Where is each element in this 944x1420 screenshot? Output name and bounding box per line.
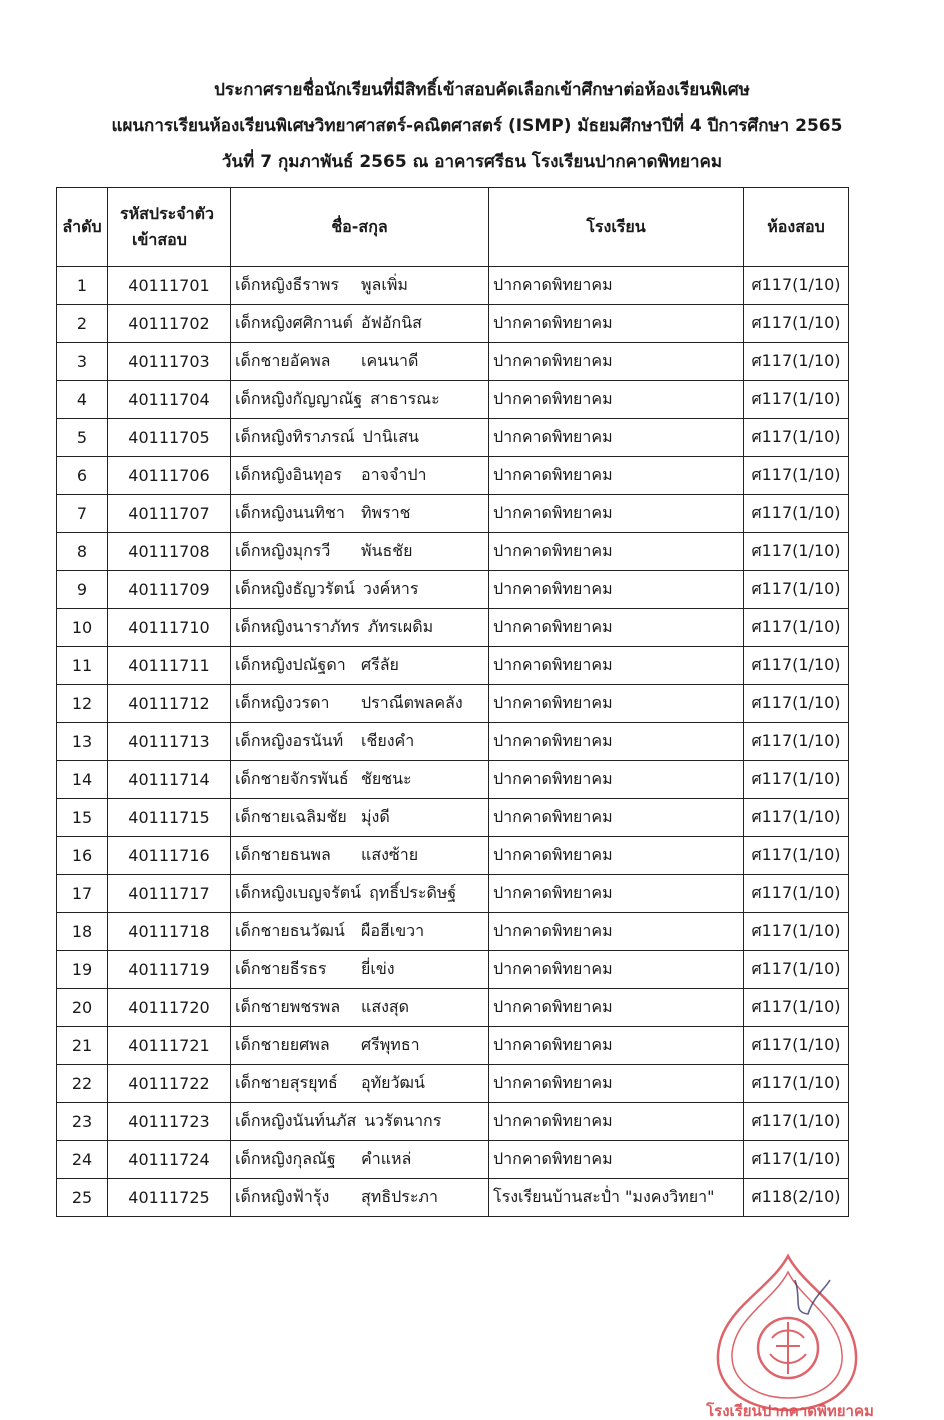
exam-id: 40111709 (108, 571, 231, 609)
exam-room: ศ117(1/10) (744, 723, 849, 761)
exam-id: 40111719 (108, 951, 231, 989)
student-name (231, 647, 489, 685)
student-first-name: เด็กหญิงธีราพร (235, 275, 340, 294)
row-number: 4 (57, 381, 108, 419)
student-first-name: เด็กชายอัคพล (235, 351, 331, 370)
school-name: ปากคาดพิทยาคม (489, 913, 744, 951)
student-last-name: แสงซ้าย (361, 845, 419, 864)
exam-room: ศ117(1/10) (744, 1103, 849, 1141)
exam-id: 40111712 (108, 685, 231, 723)
row-number: 5 (57, 419, 108, 457)
announcement-title: ประกาศรายชื่อนักเรียนที่มีสิทธิ์เข้าสอบคัดเลือกเข้าศึกษาต่อห้องเรียนพิเศษ (214, 80, 750, 100)
column-header-exam-id-line2: เข้าสอบ (132, 230, 187, 249)
student-name (231, 1027, 489, 1065)
school-name: ปากคาดพิทยาคม (489, 381, 744, 419)
school-name: ปากคาดพิทยาคม (489, 457, 744, 495)
exam-id: 40111721 (108, 1027, 231, 1065)
student-name (231, 723, 489, 761)
exam-date-location: วันที่ 7 กุมภาพันธ์ 2565 ณ อาคารศรีธน โรงเรียนปากคาดพิทยาคม (221, 152, 723, 172)
school-name: ปากคาดพิทยาคม (489, 685, 744, 723)
exam-room: ศ117(1/10) (744, 495, 849, 533)
row-number: 1 (57, 267, 108, 305)
exam-room: ศ117(1/10) (744, 799, 849, 837)
table-row (57, 419, 849, 457)
student-name (231, 913, 489, 951)
row-number: 24 (57, 1141, 108, 1179)
table-row (57, 457, 849, 495)
student-first-name: เด็กหญิงธัญวรัตน์ (235, 579, 355, 598)
exam-room: ศ117(1/10) (744, 989, 849, 1027)
student-last-name: ยี่เข่ง (361, 959, 395, 978)
student-first-name: เด็กชายสุรยุทธ์ (235, 1073, 338, 1092)
student-name (231, 267, 489, 305)
student-last-name: สุทธิประภา (361, 1187, 438, 1206)
school-name: ปากคาดพิทยาคม (489, 875, 744, 913)
row-number: 21 (57, 1027, 108, 1065)
table-row (57, 495, 849, 533)
row-number: 23 (57, 1103, 108, 1141)
table-row (57, 1179, 849, 1217)
document-header (0, 72, 944, 180)
student-first-name: เด็กหญิงศศิกานต์ (235, 313, 353, 332)
student-first-name: เด็กชายธนพล (235, 845, 331, 864)
table-row (57, 1141, 849, 1179)
table-row (57, 989, 849, 1027)
table-row (57, 837, 849, 875)
student-name (231, 1103, 489, 1141)
table-row (57, 533, 849, 571)
row-number: 8 (57, 533, 108, 571)
row-number: 12 (57, 685, 108, 723)
row-number: 18 (57, 913, 108, 951)
student-name (231, 875, 489, 913)
student-last-name: ภัทรเผดิม (367, 617, 434, 636)
exam-id: 40111705 (108, 419, 231, 457)
table-row (57, 723, 849, 761)
row-number: 3 (57, 343, 108, 381)
row-number: 16 (57, 837, 108, 875)
student-first-name: เด็กชายเฉลิมชัย (235, 807, 347, 826)
student-name (231, 457, 489, 495)
exam-room: ศ117(1/10) (744, 343, 849, 381)
exam-room: ศ117(1/10) (744, 419, 849, 457)
exam-room: ศ117(1/10) (744, 1027, 849, 1065)
exam-id: 40111715 (108, 799, 231, 837)
school-seal-stamp (700, 1250, 880, 1420)
row-number: 11 (57, 647, 108, 685)
school-name: ปากคาดพิทยาคม (489, 837, 744, 875)
student-first-name: เด็กชายพชรพล (235, 997, 341, 1016)
student-name (231, 1065, 489, 1103)
exam-id: 40111702 (108, 305, 231, 343)
student-name (231, 381, 489, 419)
student-first-name: เด็กหญิงกัญญาณัฐ (235, 389, 363, 408)
table-row (57, 609, 849, 647)
student-name (231, 951, 489, 989)
school-name: ปากคาดพิทยาคม (489, 1027, 744, 1065)
student-last-name: ศรีลัย (361, 655, 399, 674)
student-first-name: เด็กหญิงทิราภรณ์ (235, 427, 355, 446)
table-row (57, 951, 849, 989)
student-last-name: อุทัยวัฒน์ (361, 1073, 425, 1092)
student-first-name: เด็กหญิงนนทิชา (235, 503, 345, 522)
table-row (57, 343, 849, 381)
exam-id: 40111706 (108, 457, 231, 495)
school-name: ปากคาดพิทยาคม (489, 571, 744, 609)
school-name: ปากคาดพิทยาคม (489, 761, 744, 799)
student-first-name: เด็กหญิงฟ้ารุ้ง (235, 1187, 330, 1206)
student-name (231, 837, 489, 875)
student-last-name: ผือฮีเขวา (361, 921, 425, 940)
exam-room: ศ117(1/10) (744, 1141, 849, 1179)
program-subtitle: แผนการเรียนห้องเรียนพิเศษวิทยาศาสตร์-คณิตศาสตร์ (ISMP) มัธยมศึกษาปีที่ 4 ปีการศึกษา 2565 (111, 116, 843, 136)
school-name: ปากคาดพิทยาคม (489, 951, 744, 989)
column-header-school: โรงเรียน (489, 188, 744, 267)
school-name: ปากคาดพิทยาคม (489, 343, 744, 381)
exam-id: 40111710 (108, 609, 231, 647)
exam-id: 40111716 (108, 837, 231, 875)
table-row (57, 381, 849, 419)
exam-id: 40111714 (108, 761, 231, 799)
school-name: ปากคาดพิทยาคม (489, 609, 744, 647)
exam-room: ศ117(1/10) (744, 1065, 849, 1103)
student-name (231, 609, 489, 647)
student-name (231, 495, 489, 533)
student-last-name: อาจจำปา (361, 465, 427, 484)
student-first-name: เด็กหญิงเบญจรัตน์ (235, 883, 362, 902)
school-name: ปากคาดพิทยาคม (489, 723, 744, 761)
student-last-name: เคนนาดี (361, 351, 419, 370)
school-name: ปากคาดพิทยาคม (489, 989, 744, 1027)
row-number: 22 (57, 1065, 108, 1103)
student-first-name: เด็กชายจักรพันธ์ (235, 769, 349, 788)
student-last-name: แสงสุด (361, 997, 410, 1016)
school-name: ปากคาดพิทยาคม (489, 1141, 744, 1179)
table-row (57, 685, 849, 723)
row-number: 2 (57, 305, 108, 343)
student-name (231, 799, 489, 837)
exam-id: 40111723 (108, 1103, 231, 1141)
student-first-name: เด็กหญิงวรดา (235, 693, 330, 712)
student-last-name: ชัยชนะ (361, 769, 412, 788)
row-number: 13 (57, 723, 108, 761)
table-body (57, 267, 849, 1217)
student-name (231, 305, 489, 343)
table-row (57, 305, 849, 343)
column-header-exam-id (108, 188, 231, 267)
row-number: 9 (57, 571, 108, 609)
table-row (57, 267, 849, 305)
exam-id: 40111718 (108, 913, 231, 951)
student-name (231, 989, 489, 1027)
exam-room: ศ117(1/10) (744, 533, 849, 571)
exam-id: 40111708 (108, 533, 231, 571)
school-name: ปากคาดพิทยาคม (489, 1103, 744, 1141)
student-last-name: มุ่งดี (361, 807, 390, 826)
exam-room: ศ117(1/10) (744, 685, 849, 723)
student-first-name: เด็กหญิงอินทุอร (235, 465, 342, 484)
student-last-name: เชียงคำ (361, 731, 415, 750)
exam-room: ศ117(1/10) (744, 381, 849, 419)
exam-id: 40111724 (108, 1141, 231, 1179)
student-last-name: อัฟอักนิส (361, 313, 422, 332)
school-name: ปากคาดพิทยาคม (489, 647, 744, 685)
student-name (231, 761, 489, 799)
student-first-name: เด็กชายยศพล (235, 1035, 330, 1054)
row-number: 25 (57, 1179, 108, 1217)
column-header-room: ห้องสอบ (744, 188, 849, 267)
exam-id: 40111717 (108, 875, 231, 913)
school-name: ปากคาดพิทยาคม (489, 1065, 744, 1103)
student-name (231, 1179, 489, 1217)
exam-room: ศ117(1/10) (744, 875, 849, 913)
student-last-name: พูลเพิ่ม (361, 275, 408, 294)
exam-room: ศ117(1/10) (744, 609, 849, 647)
exam-room: ศ117(1/10) (744, 457, 849, 495)
table-row (57, 571, 849, 609)
student-first-name: เด็กหญิงกุลณัฐ (235, 1149, 336, 1168)
exam-id: 40111704 (108, 381, 231, 419)
student-first-name: เด็กหญิงอรนันท์ (235, 731, 344, 750)
student-first-name: เด็กหญิงปณัฐดา (235, 655, 346, 674)
school-name: ปากคาดพิทยาคม (489, 495, 744, 533)
row-number: 6 (57, 457, 108, 495)
school-name: ปากคาดพิทยาคม (489, 305, 744, 343)
student-roster-table (56, 187, 849, 1217)
exam-id: 40111701 (108, 267, 231, 305)
student-last-name: พันธชัย (361, 541, 413, 560)
row-number: 14 (57, 761, 108, 799)
table-row (57, 799, 849, 837)
exam-room: ศ117(1/10) (744, 913, 849, 951)
column-header-no: ลำดับ (57, 188, 108, 267)
row-number: 19 (57, 951, 108, 989)
school-name: โรงเรียนบ้านสะป่ำ "มงคงวิทยา" (489, 1179, 744, 1217)
exam-id: 40111722 (108, 1065, 231, 1103)
student-last-name: นวรัตนากร (364, 1111, 442, 1130)
row-number: 10 (57, 609, 108, 647)
exam-room: ศ117(1/10) (744, 761, 849, 799)
student-name (231, 685, 489, 723)
table-row (57, 913, 849, 951)
school-name: ปากคาดพิทยาคม (489, 799, 744, 837)
table-row (57, 1103, 849, 1141)
table-row (57, 761, 849, 799)
student-last-name: ปานิเสน (362, 427, 419, 446)
student-last-name: ทิพราช (361, 503, 411, 522)
exam-room: ศ117(1/10) (744, 837, 849, 875)
column-header-exam-id-line1: รหัสประจำตัว (120, 204, 214, 223)
student-name (231, 419, 489, 457)
exam-id: 40111713 (108, 723, 231, 761)
exam-id: 40111707 (108, 495, 231, 533)
row-number: 17 (57, 875, 108, 913)
student-last-name: ฤทธิ์ประดิษฐ์ (369, 883, 457, 902)
exam-room: ศ117(1/10) (744, 647, 849, 685)
exam-room: ศ117(1/10) (744, 305, 849, 343)
student-last-name: ปราณีตพลคลัง (361, 693, 463, 712)
exam-room: ศ117(1/10) (744, 571, 849, 609)
school-name: ปากคาดพิทยาคม (489, 267, 744, 305)
student-name (231, 533, 489, 571)
exam-room: ศ117(1/10) (744, 951, 849, 989)
row-number: 7 (57, 495, 108, 533)
table-header-row (57, 188, 849, 267)
column-header-name: ชื่อ-สกุล (231, 188, 489, 267)
exam-room: ศ117(1/10) (744, 267, 849, 305)
student-name (231, 1141, 489, 1179)
school-name: ปากคาดพิทยาคม (489, 533, 744, 571)
student-first-name: เด็กชายธนวัฒน์ (235, 921, 345, 940)
table-row (57, 875, 849, 913)
student-first-name: เด็กชายธีรธร (235, 959, 327, 978)
table-row (57, 647, 849, 685)
table-row (57, 1065, 849, 1103)
student-first-name: เด็กหญิงมุกรวี (235, 541, 331, 560)
svg-text:โรงเรียนปากคาดพิทยาคม: โรงเรียนปากคาดพิทยาคม (706, 1402, 874, 1420)
row-number: 15 (57, 799, 108, 837)
exam-id: 40111720 (108, 989, 231, 1027)
student-last-name: ศรีพุทธา (361, 1035, 420, 1054)
student-name (231, 571, 489, 609)
student-name (231, 343, 489, 381)
exam-room: ศ118(2/10) (744, 1179, 849, 1217)
exam-id: 40111703 (108, 343, 231, 381)
row-number: 20 (57, 989, 108, 1027)
table-row (57, 1027, 849, 1065)
student-last-name: คำแหล่ (361, 1149, 412, 1168)
student-last-name: วงค์หาร (362, 579, 419, 598)
student-last-name: สาธารณะ (370, 389, 440, 408)
student-first-name: เด็กหญิงนันท์นภัส (235, 1111, 357, 1130)
exam-id: 40111725 (108, 1179, 231, 1217)
student-first-name: เด็กหญิงนาราภัทร (235, 617, 360, 636)
school-name: ปากคาดพิทยาคม (489, 419, 744, 457)
exam-id: 40111711 (108, 647, 231, 685)
